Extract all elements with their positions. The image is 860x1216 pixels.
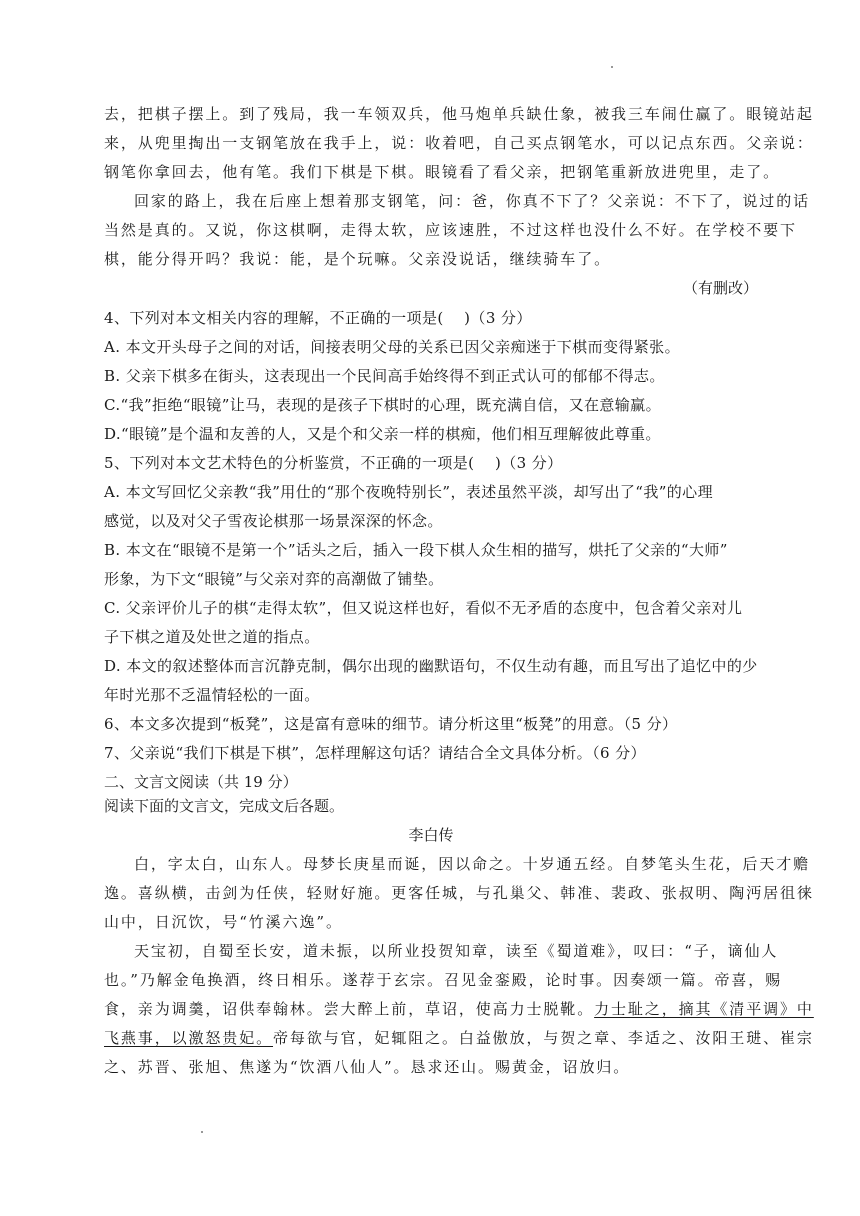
- section-heading: 二、文言文阅读（共 19 分）: [104, 773, 298, 791]
- story-line: 来，从兜里掏出一支钢笔放在我手上，说：收着吧，自己买点钢笔水，可以记点东西。父亲说：: [104, 134, 814, 152]
- passage-line: 逸。喜纵横，击剑为任侠，轻财好施。更客任城，与孔巢父、韩准、裴政、张叔明、陶沔居徂徕: [104, 884, 814, 902]
- story-line: 棋，能分得开吗？我说：能，是个玩嘛。父亲没说话，继续骑车了。: [104, 250, 612, 268]
- scan-speck: [611, 66, 613, 68]
- option-line: C. 父亲评价儿子的棋“走得太软”，但又说这样也好，看似不无矛盾的态度中，包含着父亲对儿: [104, 599, 743, 617]
- passage-line: [104, 1028, 814, 1048]
- option-line: A. 本文开头母子之间的对话，间接表明父母的关系已因父亲痴迷于下棋而变得紧张。: [104, 338, 680, 356]
- question-7: 7、父亲说“我们下棋是下棋”，怎样理解这句话？请结合全文具体分析。（6 分）: [104, 744, 646, 762]
- passage-line: 之、苏晋、张旭、焦遂为“饮酒八仙人”。恳求还山。赐黄金，诏放归。: [104, 1058, 631, 1076]
- passage-text: 食，亲为调羹，诏供奉翰林。尝大醉上前，草诏，使高力士脱靴。: [104, 1000, 595, 1018]
- question-6: 6、本文多次提到“板凳”，这是富有意味的细节。请分析这里“板凳”的用意。（5 分）: [104, 715, 678, 733]
- story-line: 钢笔你拿回去，他有笔。我们下棋是下棋。眼镜看了看父亲，把钢笔重新放进兜里，走了。: [104, 163, 781, 181]
- passage-line: 天宝初，自蜀至长安，道未振，以所业投贺知章，读至《蜀道难》，叹曰：“子，谪仙人: [134, 942, 779, 960]
- passage-title: 李白传: [408, 826, 454, 844]
- option-line: D.“眼镜”是个温和友善的人，又是个和父亲一样的棋痴，他们相互理解彼此尊重。: [104, 425, 661, 443]
- option-line: B. 本文在“眼镜不是第一个”话头之后，插入一段下棋人众生相的描写，烘托了父亲的“大师”: [104, 541, 728, 559]
- passage-text: 帝每欲与官，妃辄阻之。白益傲放，与贺之章、李适之、汝阳王琎、崔宗: [273, 1029, 814, 1047]
- story-line: 回家的路上，我在后座上想着那支钢笔，问：爸，你真不下了？父亲说：不下了，说过的话: [134, 192, 811, 210]
- passage-line: 山中，日沉饮，号“竹溪六逸”。: [104, 913, 343, 931]
- option-line: 子下棋之道及处世之道的指点。: [104, 628, 320, 646]
- story-line: 当然是真的。又说，你这棋啊，走得太软，应该速胜，不过这样也没什么不好。在学校不要下: [104, 221, 797, 239]
- option-line: 形象，为下文“眼镜”与父亲对弈的高潮做了铺垫。: [104, 570, 444, 588]
- option-line: C.“我”拒绝“眼镜”让马，表现的是孩子下棋时的心理，既充满自信，又在意输赢。: [104, 396, 661, 414]
- question-4: 4、下列对本文相关内容的理解，不正确的一项是( )（3 分）: [104, 309, 532, 327]
- scan-speck: [201, 1131, 203, 1133]
- option-line: A. 本文写回忆父亲教“我”用仕的“那个夜晚特别长”，表述虽然平淡，却写出了“我”的心理: [104, 483, 713, 501]
- source-note: （有删改）: [682, 279, 758, 297]
- underlined-sentence: 力士耻之，摘其《清平调》中: [594, 1000, 814, 1018]
- passage-line: [104, 999, 814, 1019]
- story-line: 去，把棋子摆上。到了残局，我一车领双兵，他马炮单兵缺仕象，被我三车闹仕赢了。眼镜站起: [104, 105, 814, 123]
- option-line: 感觉，以及对父子雪夜论棋那一场景深深的怀念。: [104, 512, 443, 530]
- section-instruction: 阅读下面的文言文，完成文后各题。: [104, 797, 345, 815]
- passage-line: 白，字太白，山东人。母梦长庚星而诞，因以命之。十岁通五经。自梦笔头生花，后天才赡: [134, 855, 811, 873]
- option-line: D. 本文的叙述整体而言沉静克制，偶尔出现的幽默语句，不仅生动有趣，而且写出了追忆中的少: [104, 657, 758, 675]
- option-line: B. 父亲下棋多在街头，这表现出一个民间高手始终得不到正式认可的郁郁不得志。: [104, 367, 665, 385]
- underlined-sentence: 飞燕事，以激怒贵妃。: [104, 1029, 274, 1047]
- option-line: 年时光那不乏温情轻松的一面。: [104, 686, 320, 704]
- question-5: 5、下列对本文艺术特色的分析鉴赏，不正确的一项是( )（3 分）: [104, 454, 563, 472]
- passage-line: 也。”乃解金龟换酒，终日相乐。遂荐于玄宗。召见金銮殿，论时事。因奏颂一篇。帝喜，赐: [104, 971, 783, 989]
